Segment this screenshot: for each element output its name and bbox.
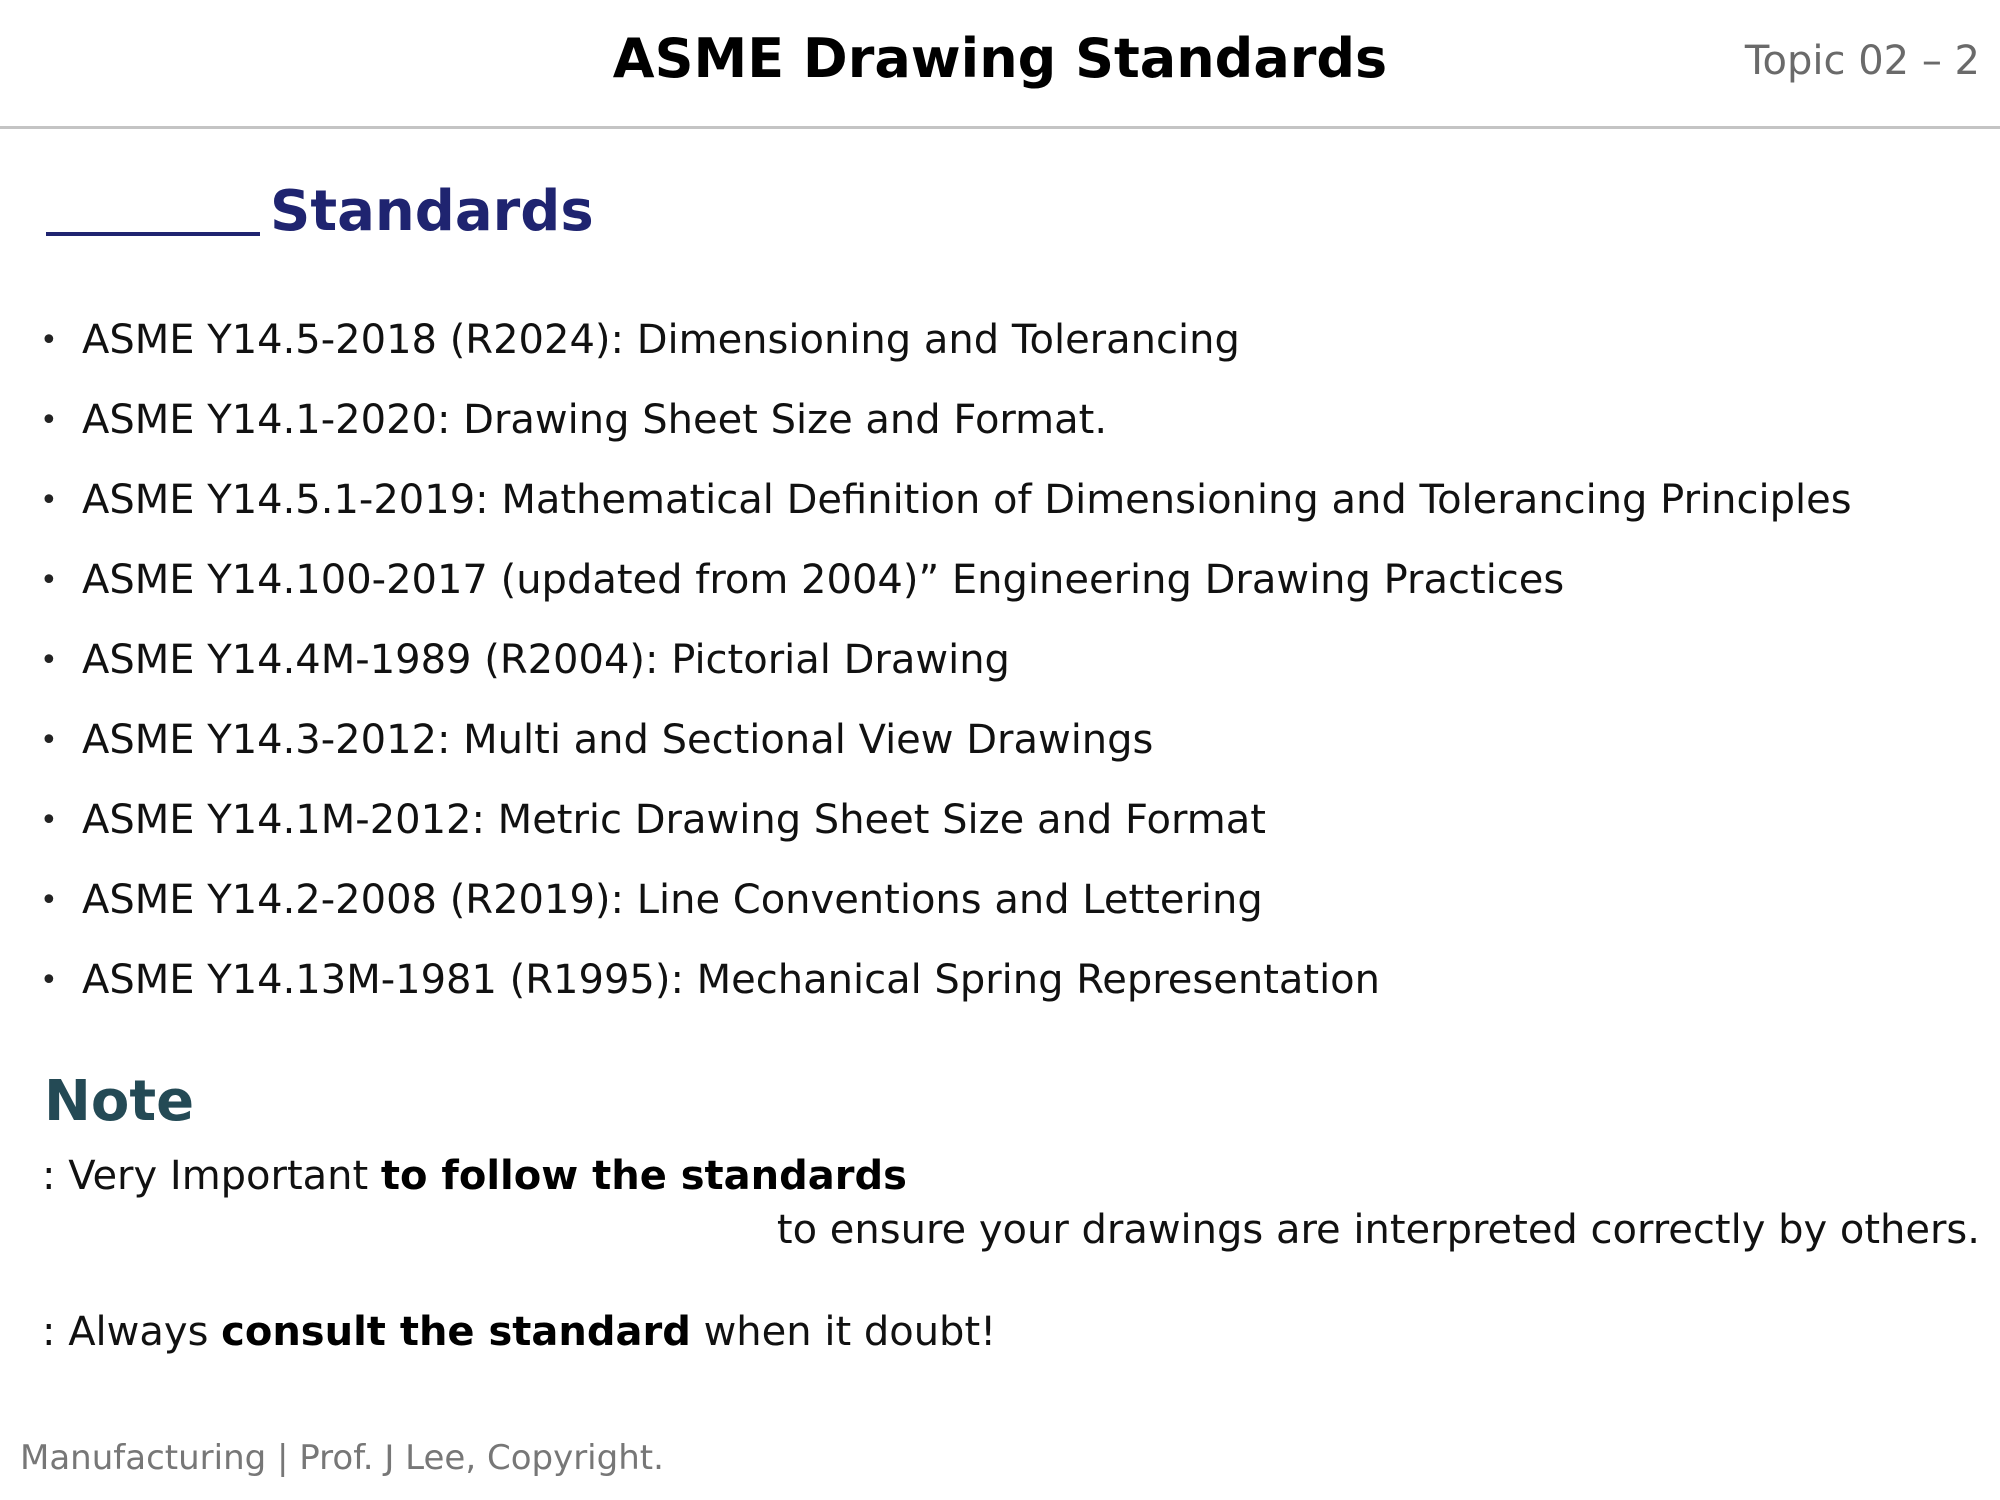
fill-in-blank-line: [46, 232, 260, 236]
bullet-icon: •: [40, 882, 58, 918]
section-heading: [46, 176, 594, 248]
list-item: [40, 540, 1852, 620]
note-heading: Note: [44, 1069, 195, 1134]
slide-title: ASME Drawing Standards: [612, 27, 1388, 90]
list-item: [40, 380, 1852, 460]
list-item: [40, 940, 1852, 1020]
list-item: [40, 460, 1852, 540]
standard-text: ASME Y14.5-2018 (R2024): Dimensioning and Tolerancing: [82, 317, 1240, 363]
standard-text: ASME Y14.5.1-2019: Mathematical Definition of Dimensioning and Tolerancing Principles: [82, 477, 1852, 523]
note-line-1: [42, 1148, 907, 1204]
slide-header: [0, 0, 2000, 129]
note-line-1-prefix: : Very Important: [42, 1153, 381, 1199]
note-line-2-prefix: : Always: [42, 1309, 222, 1355]
bullet-icon: •: [40, 402, 58, 438]
note-line-2: [42, 1304, 996, 1360]
footer-text: Manufacturing | Prof. J Lee, Copyright.: [20, 1438, 664, 1478]
standard-text: ASME Y14.100-2017 (updated from 2004)” Engineering Drawing Practices: [82, 557, 1565, 603]
standard-text: ASME Y14.3-2012: Multi and Sectional View Drawings: [82, 717, 1154, 763]
bullet-icon: •: [40, 962, 58, 998]
note-line-2-emphasis: consult the standard: [221, 1309, 691, 1355]
bullet-icon: •: [40, 802, 58, 838]
list-item: [40, 780, 1852, 860]
list-item: [40, 300, 1852, 380]
standards-list: [40, 300, 1852, 1020]
note-line-2-suffix: when it doubt!: [690, 1309, 997, 1355]
section-heading-text: Standards: [270, 179, 594, 244]
standard-text: ASME Y14.1-2020: Drawing Sheet Size and Format.: [82, 397, 1108, 443]
list-item: [40, 700, 1852, 780]
standard-text: ASME Y14.1M-2012: Metric Drawing Sheet Size and Format: [82, 797, 1266, 843]
bullet-icon: •: [40, 322, 58, 358]
note-line-1-emphasis: to follow the standards: [380, 1153, 907, 1199]
bullet-icon: •: [40, 482, 58, 518]
note-line-1-continuation: to ensure your drawings are interpreted correctly by others.: [776, 1207, 1980, 1253]
topic-number: Topic 02 – 2: [1744, 38, 1980, 84]
bullet-icon: •: [40, 722, 58, 758]
list-item: [40, 620, 1852, 700]
bullet-icon: •: [40, 562, 58, 598]
standard-text: ASME Y14.13M-1981 (R1995): Mechanical Spring Representation: [82, 957, 1381, 1003]
standard-text: ASME Y14.4M-1989 (R2004): Pictorial Drawing: [82, 637, 1010, 683]
list-item: [40, 860, 1852, 940]
bullet-icon: •: [40, 642, 58, 678]
standard-text: ASME Y14.2-2008 (R2019): Line Conventions and Lettering: [82, 877, 1263, 923]
